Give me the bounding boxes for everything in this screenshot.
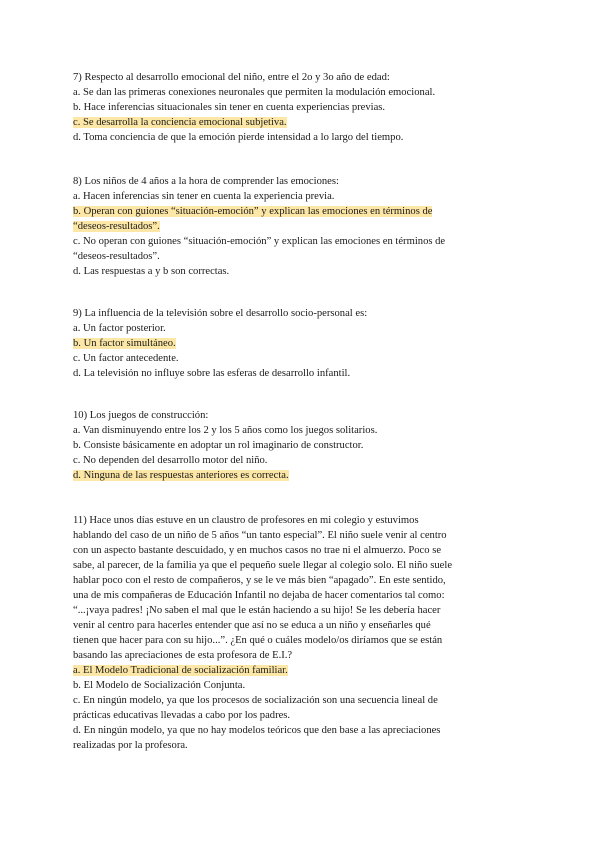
option-text: b. El Modelo de Socialización Conjunta.	[73, 680, 246, 691]
option-c	[73, 693, 473, 708]
option-text: d. En ningún modelo, ya que no hay modelos teóricos que den base a las apreciaciones	[73, 725, 441, 736]
question-stem-line: 11) Hace unos días estuve en un claustro de profesores en mi colegio y estuvimos	[73, 515, 419, 526]
option-d	[73, 723, 473, 738]
option-a	[73, 189, 473, 204]
option-text: a. Hacen inferencias sin tener en cuenta la experiencia previa.	[73, 191, 335, 202]
question-stem-line: una de mis compañeras de Educación Infantil no dejaba de hacer comentarios tal como:	[73, 590, 445, 601]
option-b	[73, 678, 473, 693]
question-stem-line: hablar poco con el resto de compañeros, y se le ve más bien “apagado”. En este sentido,	[73, 575, 446, 586]
option-c	[73, 453, 473, 468]
option-d	[73, 130, 473, 145]
option-text: a. Van disminuyendo entre los 2 y los 5 años como los juegos solitarios.	[73, 425, 378, 436]
option-a	[73, 423, 473, 438]
question-stem-line: “...¡vaya padres! ¡No saben el mal que le están haciendo a su hijo! Se les debería hacer	[73, 605, 441, 616]
question-stem-line: hablando del caso de un niño de 5 años “un tanto especial”. El niño suele venir al centro	[73, 530, 447, 541]
option-c	[73, 234, 473, 249]
option-text: a. Se dan las primeras conexiones neuronales que permiten la modulación emocional.	[73, 87, 436, 98]
option-b	[73, 100, 473, 115]
option-b-highlighted	[73, 336, 473, 351]
option-text: c. Un factor antecedente.	[73, 353, 179, 364]
option-text: a. Un factor posterior.	[73, 323, 166, 334]
option-text: “deseos-resultados”.	[73, 221, 160, 232]
question-8	[73, 174, 473, 279]
option-text: c. Se desarrolla la conciencia emocional subjetiva.	[73, 117, 287, 128]
question-stem-line: con un aspecto bastante descuidado, y en muchos casos no trae ni el almuerzo. Poco se	[73, 545, 442, 556]
option-c	[73, 708, 473, 723]
question-stem-line: basando las apreciaciones de esta profesora de E.I.?	[73, 650, 293, 661]
question-11	[73, 513, 473, 753]
option-d-highlighted	[73, 468, 473, 483]
question-10	[73, 408, 473, 483]
option-text: realizadas por la profesora.	[73, 740, 188, 751]
option-text: b. Consiste básicamente en adoptar un rol imaginario de constructor.	[73, 440, 364, 451]
option-text: “deseos-resultados”.	[73, 251, 160, 262]
option-text: c. No operan con guiones “situación-emoción” y explican las emociones en términos de	[73, 236, 446, 247]
question-9	[73, 306, 473, 381]
option-text: prácticas educativas llevadas a cabo por los padres.	[73, 710, 291, 721]
option-a-highlighted	[73, 663, 473, 678]
question-stem-line: venir al centro para hacerles entender que así no se educa a un niño y enseñarles qué	[73, 620, 431, 631]
option-d	[73, 366, 473, 381]
question-stem-line: 10) Los juegos de construcción:	[73, 410, 209, 421]
option-b-highlighted	[73, 219, 473, 234]
question-stem-line: 9) La influencia de la televisión sobre el desarrollo socio-personal es:	[73, 308, 368, 319]
option-text: d. Toma conciencia de que la emoción pierde intensidad a lo largo del tiempo.	[73, 132, 404, 143]
option-b-highlighted	[73, 204, 473, 219]
option-b	[73, 438, 473, 453]
option-text: d. La televisión no influye sobre las esferas de desarrollo infantil.	[73, 368, 351, 379]
option-text: b. Hace inferencias situacionales sin tener en cuenta experiencias previas.	[73, 102, 386, 113]
option-text: b. Un factor simultáneo.	[73, 338, 176, 349]
option-d	[73, 264, 473, 279]
option-text: c. No dependen del desarrollo motor del niño.	[73, 455, 268, 466]
option-text: c. En ningún modelo, ya que los procesos de socialización son una secuencia lineal de	[73, 695, 438, 706]
question-7	[73, 70, 473, 145]
option-c-highlighted	[73, 115, 473, 130]
option-a	[73, 85, 473, 100]
option-text: b. Operan con guiones “situación-emoción” y explican las emociones en términos de	[73, 206, 433, 217]
question-stem-line: tienen que hacer para con su hijo...”. ¿En qué o cuáles modelo/os diríamos que se están	[73, 635, 443, 646]
option-text: d. Ninguna de las respuestas anteriores es correcta.	[73, 470, 289, 481]
option-d	[73, 738, 473, 753]
question-stem-line: 7) Respecto al desarrollo emocional del niño, entre el 2o y 3o año de edad:	[73, 72, 390, 83]
option-text: d. Las respuestas a y b son correctas.	[73, 266, 230, 277]
question-stem-line: sabe, al parecer, de la familia ya que el pequeño suele llegar al colegio solo. El niño suele	[73, 560, 453, 571]
option-c	[73, 249, 473, 264]
option-c	[73, 351, 473, 366]
question-stem-line: 8) Los niños de 4 años a la hora de comprender las emociones:	[73, 176, 339, 187]
option-a	[73, 321, 473, 336]
option-text: a. El Modelo Tradicional de socialización familiar.	[73, 665, 288, 676]
